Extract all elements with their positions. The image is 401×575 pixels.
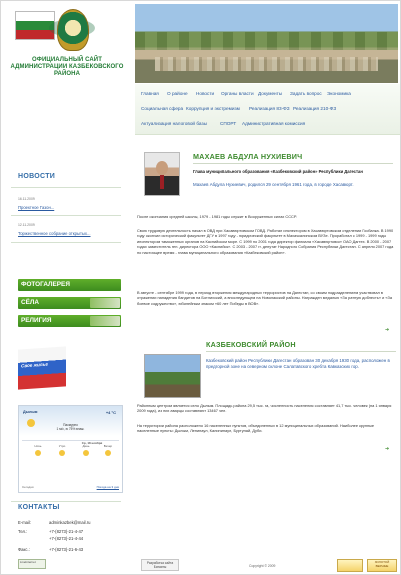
developer-button[interactable]: Разработка сайта Батаяты: [141, 559, 179, 571]
district-paragraph-1: Районным центром является село Дылым. Площадь района 29,5 тыс. га, численность населения составляет 41,7 тыс. человек (на 1 января 2009 года), из них аварцы составляют 13467 чел.: [137, 403, 392, 414]
sun-icon: [105, 450, 111, 456]
more-arrow-icon[interactable]: ➜: [385, 446, 390, 452]
weather-days: [22, 440, 119, 483]
email-label: E-mail:: [18, 520, 32, 525]
news-date: 16.11.2009: [18, 197, 35, 201]
weather-temp: +4 °C: [105, 410, 116, 415]
district-paragraph-2: На территории района расположено 16 населенных пунктов, объединенных в 12 муниципальных образований. Наиболее крупные населенные пункты: Дылым, Ленинаул, Калининаул, Буртунай, Дуби.: [137, 423, 375, 434]
weather-condition: Пасмурно 1 м/с, ю 75% влаж.: [56, 423, 85, 431]
main-nav: [135, 84, 401, 135]
divider: [11, 501, 121, 502]
villages-thumbnail: [90, 298, 120, 308]
village-houses: [155, 57, 378, 71]
left-column: [1, 1, 131, 575]
coat-of-arms-icon: [57, 9, 89, 51]
fax-value: +7-(8273)-21-6-43: [49, 547, 84, 552]
nav-corruption[interactable]: Коррупция и экстремизм: [186, 106, 240, 111]
district-photo: [144, 354, 201, 398]
tel-value-1: +7-(8273)-21-4-47: [49, 529, 84, 534]
head-paragraph-1: После окончания средней школы, 1979 - 1981 годы служит в Вооруженных силах СССР.: [137, 214, 297, 219]
nav-home[interactable]: Главная: [141, 91, 159, 96]
head-portrait-photo: [144, 152, 180, 196]
district-intro: Казбековский район Республики Дагестан образован 30 декабря 1930 года, расположен в предгорной зоне на северном склоне Салатавского хребта Кавказских гор.: [206, 358, 390, 369]
footer: [131, 556, 401, 575]
district-heading: КАЗБЕКОВСКИЙ РАЙОН: [206, 340, 296, 349]
email-value[interactable]: adminkazbek@mail.ru: [49, 520, 91, 525]
divider: [206, 351, 396, 352]
nav-tax-base[interactable]: Актуализация налоговой базы: [141, 121, 208, 126]
head-paragraph-3: В августе - сентябре 1999 года, в период вторжения международных террористов на Дагестан, со своим подразделением участвовал в отражении нападения бандитов на Ботлихский, а впоследующем на Новолакский районы. Награжден медалью «За ратную доблесть» и «За боевое содружество», юбилейным знаком «60 лет Победы в ВОВ».: [137, 290, 392, 306]
religion-label: РЕЛИГИЯ: [21, 317, 52, 324]
religion-button[interactable]: [18, 315, 121, 327]
weather-today-link[interactable]: Сегодня: [22, 485, 34, 489]
nav-83fz[interactable]: Реализация 83-ФЗ: [249, 106, 290, 111]
weather-date: Ср, 18 ноября: [81, 441, 103, 445]
own-housing-banner[interactable]: [18, 346, 66, 389]
nav-admin-commission[interactable]: Административная комиссия: [242, 121, 306, 126]
nav-documents[interactable]: Документы: [258, 91, 283, 96]
nav-social[interactable]: Социальная сфера: [141, 106, 184, 111]
nav-authorities[interactable]: Органы власти: [221, 91, 254, 96]
head-name-heading: МАХАЕВ АБДУЛА НУХИЕВИЧ: [193, 152, 303, 161]
weather-widget[interactable]: [18, 405, 123, 493]
gallery-button[interactable]: [18, 279, 121, 291]
news-link[interactable]: Проектное Газон...: [18, 205, 55, 210]
nav-about[interactable]: О районе: [167, 91, 188, 96]
head-position: Глава муниципального образования «Казбековский район» Республики Дагестан: [193, 169, 363, 174]
liveinternet-counter[interactable]: LiveInternet: [18, 559, 46, 569]
weather-day: Вечер: [98, 444, 118, 458]
divider: [11, 242, 121, 243]
news-date: 12.11.2009: [18, 223, 35, 227]
partner-banner-2[interactable]: ЗОЛОТОЙ ВЕРНЫЕ: [367, 559, 397, 572]
news-heading: НОВОСТИ: [18, 173, 56, 180]
weather-header: [19, 406, 122, 436]
tel-label: Тел.:: [18, 529, 28, 534]
more-arrow-icon[interactable]: ➜: [385, 327, 390, 333]
sun-icon: [35, 450, 41, 456]
villages-label: СЁЛА: [21, 299, 39, 306]
weather-3days-link[interactable]: Погода на 3 дня: [96, 485, 119, 489]
site-title[interactable]: [7, 57, 127, 78]
site-title-line3: РАЙОНА: [53, 71, 81, 77]
site-title-line2: АДМИНИСТРАЦИИ КАЗБЕКОВСКОГО: [10, 64, 124, 70]
divider: [11, 215, 121, 216]
head-paragraph-2: Свою трудовую деятельность начал в ОВД при Хасавюртовском ГОВД. Работал инспектором в Хасавюртовском отделении Госбанка. В 1990 году окончил исторический факультет ДГУ в 1997 году - юридический факультет в Махачкалинском ВУЗе. Проработал с 1999 - 1999 годы инспектором таможенных органов на Каспийском море. С 1999 по 2001 года директор филиала «Хасавюртовск» ОАО Дагтех. В 2000 - 2007 годах заместитель ген. директора ООО «Каспийск». С 2003 - 2007 гг. депутат Народного Собрания Республики Дагестан. С апреля 2007 года по настоящее время - глава муниципального образования «Казбековский район».: [137, 228, 394, 255]
religion-thumbnail: [90, 316, 120, 326]
nav-ask-question[interactable]: Задать вопрос: [290, 91, 322, 96]
tel-value-2: +7-(8273)-21-4-44: [49, 536, 84, 541]
villages-button[interactable]: [18, 297, 121, 309]
nav-news[interactable]: Новости: [196, 91, 215, 96]
weather-day: День: [76, 444, 96, 458]
contacts-heading: КОНТАКТЫ: [18, 504, 60, 511]
weather-day: Ночь: [28, 444, 48, 458]
nav-sport[interactable]: СПОРТ: [220, 121, 237, 126]
copyright: Copyright © 2009: [249, 564, 276, 568]
divider: [193, 163, 393, 164]
fax-label: Факс.:: [18, 547, 30, 552]
nav-economy[interactable]: Экономика: [327, 91, 351, 96]
news-link[interactable]: Торжественное собрание открытых...: [18, 231, 91, 236]
header-photo: [135, 4, 398, 83]
head-born: Махаев Абдула Нухиевич, родился 29 сентября 1961 года, в городе Хасавюрт.: [193, 182, 354, 187]
weather-day: Утро: [52, 444, 72, 458]
divider: [11, 187, 121, 188]
sun-icon: [59, 450, 65, 456]
site-title-line1: ОФИЦИАЛЬНЫЙ САЙТ: [31, 57, 102, 63]
gallery-label: ФОТОГАЛЕРЕЯ: [21, 281, 70, 288]
partner-banner-1[interactable]: [337, 559, 363, 572]
main-column: [131, 1, 401, 575]
sun-icon: [83, 450, 89, 456]
nav-210fz[interactable]: Реализация 210-ФЗ: [293, 106, 337, 111]
banner-label: Свое жилье: [21, 361, 48, 369]
weather-city: Дылым: [23, 410, 38, 414]
